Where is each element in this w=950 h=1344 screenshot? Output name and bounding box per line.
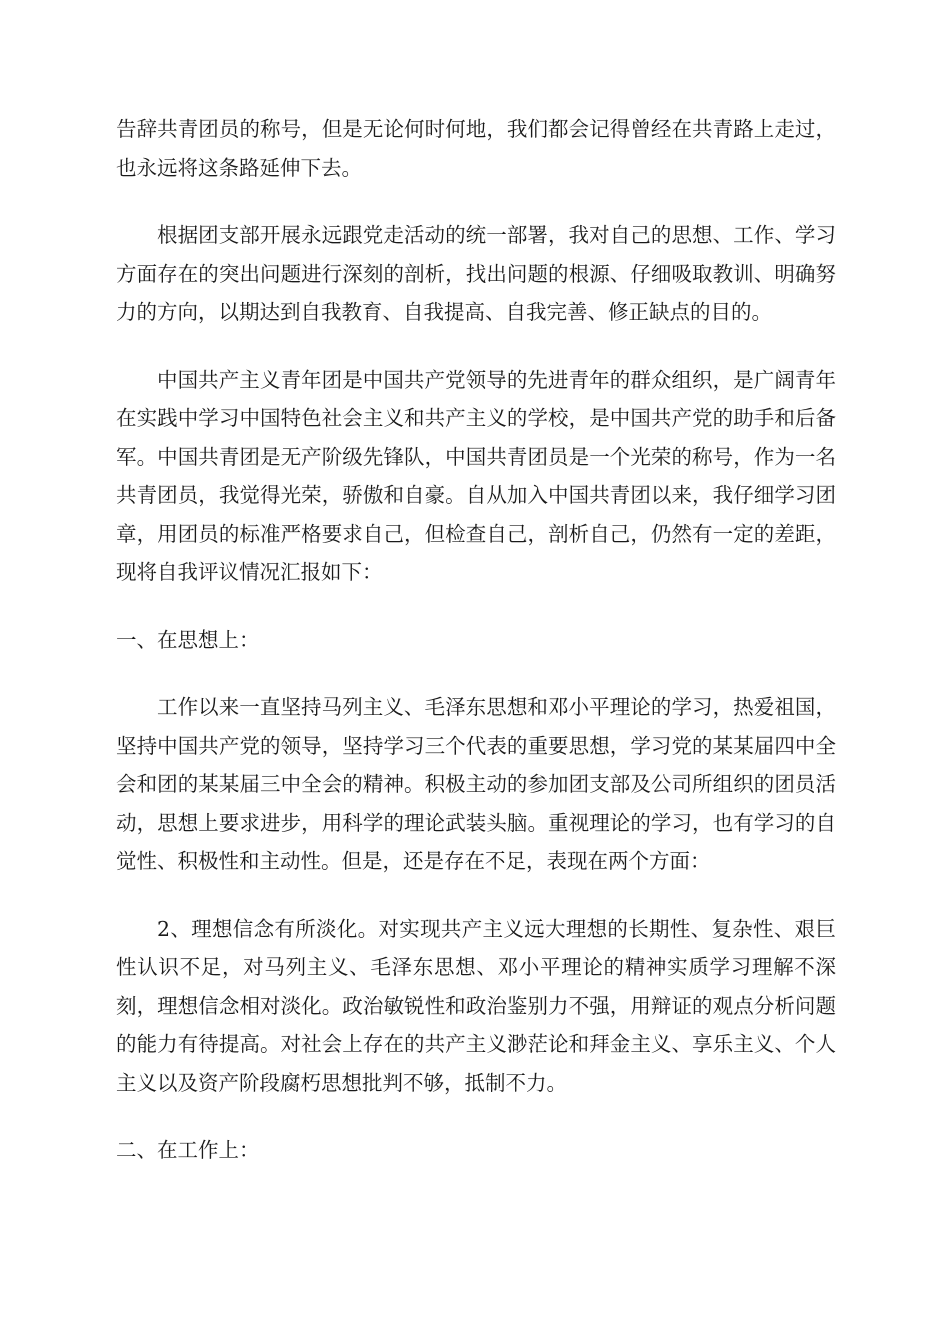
document-body — [116, 110, 836, 1199]
section-heading-work: 二、在工作上： — [116, 1138, 260, 1162]
paragraph-league-description: 中国共产主义青年团是中国共产党领导的先进青年的群众组织，是广阔青年在实践中学习中国特色社会主义和共产主义的学校，是中国共产党的助手和后备军。中国共青团是无产阶级先锋队，中国共青团员是一个光荣的称号，作为一名共青团员，我觉得光荣，骄傲和自豪。自从加入中国共青团以来，我仔细学习团章，用团员的标准严格要求自己，但检查自己，剖析自己，仍然有一定的差距，现将自我评议情况汇报如下： — [116, 367, 836, 584]
paragraph-ideals-weakened: 2、理想信念有所淡化。对实现共产主义远大理想的长期性、复杂性、艰巨性认识不足，对马列主义、毛泽东思想、邓小平理论的精神实质学习理解不深刻，理想信念相对淡化。政治敏锐性和政治鉴别力不强，用辩证的观点分析问题的能力有待提高。对社会上存在的共产主义渺茫论和拜金主义、享乐主义、个人主义以及资产阶段腐朽思想批判不够，抵制不力。 — [116, 916, 836, 1095]
paragraph-continuation: 告辞共青团员的称号，但是无论何时何地，我们都会记得曾经在共青路上走过，也永远将这条路延伸下去。 — [116, 117, 836, 180]
section-heading-ideology: 一、在思想上： — [116, 627, 260, 652]
paragraph-ideology-study: 工作以来一直坚持马列主义、毛泽东思想和邓小平理论的学习，热爱祖国，坚持中国共产党的领导，坚持学习三个代表的重要思想，学习党的某某届四中全会和团的某某届三中全会的精神。积极主动的参加团支部及公司所组织的团员活动，思想上要求进步，用科学的理论武装头脑。重视理论的学习，也有学习的自觉性、积极性和主动性。但是，还是存在不足，表现在两个方面： — [116, 695, 836, 873]
paragraph-introduction: 根据团支部开展永远跟党走活动的统一部署，我对自己的思想、工作、学习方面存在的突出问题进行深刻的剖析，找出问题的根源、仔细吸取教训、明确努力的方向，以期达到自我教育、自我提高、自我完善、修正缺点的目的。 — [116, 223, 836, 324]
